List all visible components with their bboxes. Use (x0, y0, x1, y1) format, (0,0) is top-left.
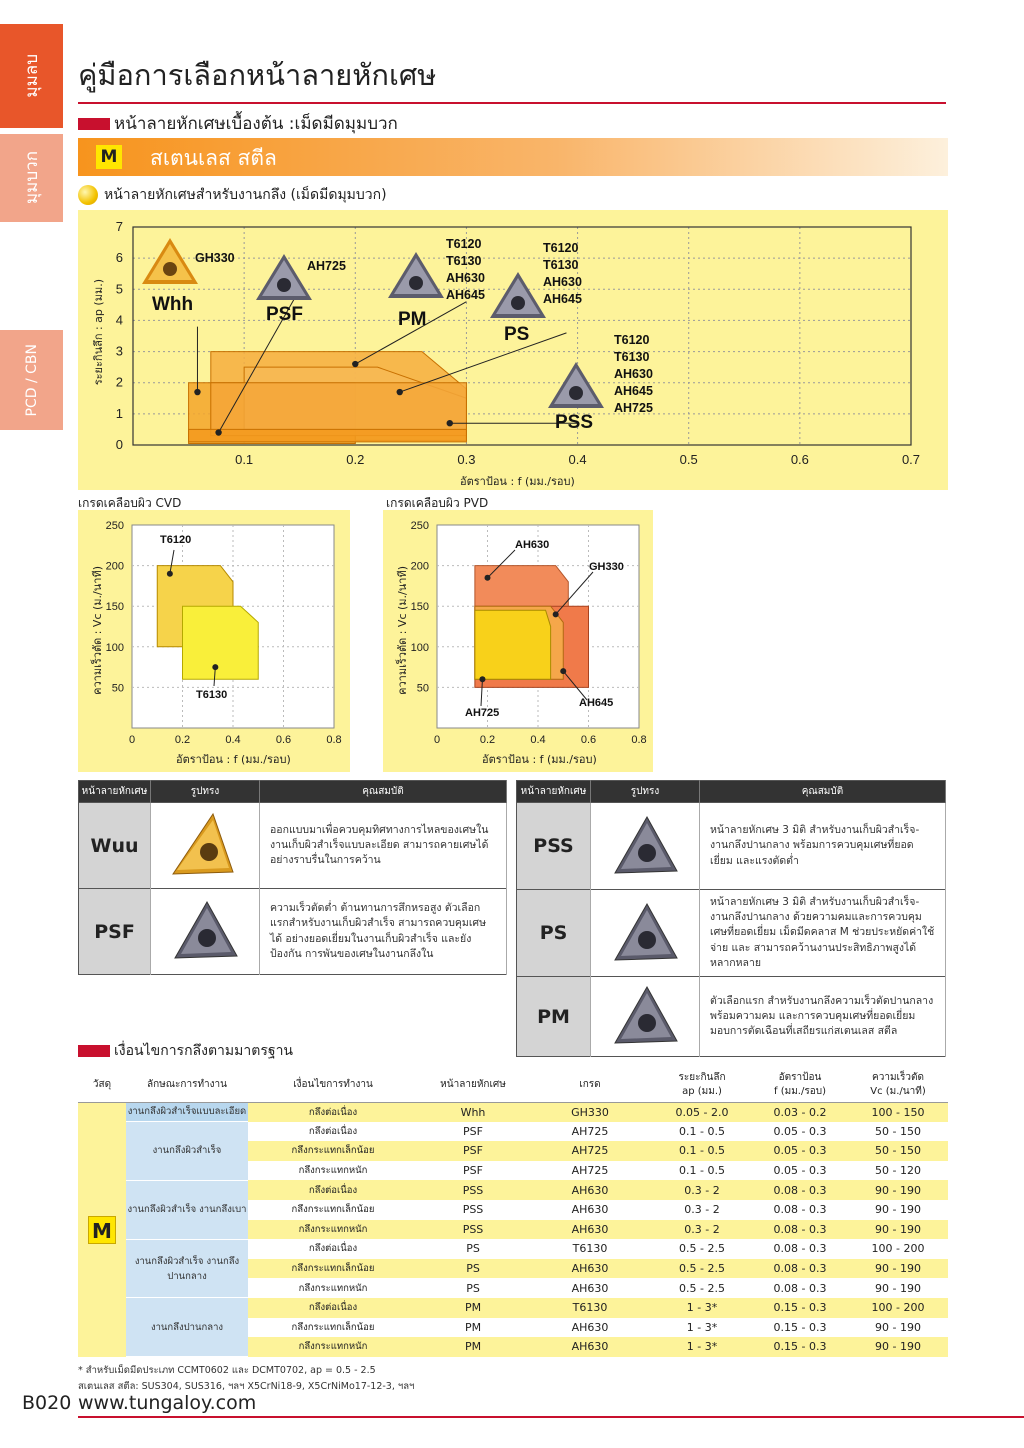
ap-cell: 1 - 3* (652, 1298, 752, 1318)
insert-grey-icon (151, 890, 259, 970)
cvd-xlabel: อัตราป้อน : f (มม./รอบ) (176, 753, 291, 766)
main-chart (78, 210, 948, 490)
y-tick-label: 0 (115, 437, 123, 452)
grade-cell: AH630 (528, 1180, 652, 1200)
conditions-table (78, 1068, 948, 1357)
breaker-name: PS (517, 890, 591, 977)
th-breaker: หน้าลายหักเศษ (517, 781, 591, 803)
table-row (79, 889, 507, 975)
tab-pcd-label: PCD / CBN (23, 343, 40, 417)
grade-label: AH725 (614, 401, 653, 415)
f-cell: 0.08 - 0.3 (752, 1180, 848, 1200)
condition-cell: กลึงกระแทกเล็กน้อย (248, 1318, 418, 1338)
region-pss (211, 383, 467, 436)
ap-cell: 0.5 - 2.5 (652, 1239, 752, 1259)
y-tick-label: 100 (410, 641, 429, 654)
breaker-table-right (516, 780, 946, 1057)
breaker-name: PM (517, 977, 591, 1057)
pvd-ylabel: ความเร็วตัด : Vc (ม./นาที) (396, 565, 409, 695)
insert-grey-icon (591, 977, 699, 1053)
y-tick-label: 1 (115, 405, 123, 421)
breaker-cell: PSF (418, 1122, 528, 1142)
pvd-xlabel: อัตราป้อน : f (มม./รอบ) (482, 753, 597, 766)
chart-heading-text: หน้าลายหักเศษสำหรับงานกลึง (เม็ดมีดมุมบวก) (104, 187, 387, 203)
work-type-cell: งานกลึงปานกลาง (126, 1298, 248, 1357)
y-tick-label: 200 (410, 560, 429, 573)
breaker-cell: PSS (418, 1180, 528, 1200)
y-tick-label: 150 (105, 601, 124, 614)
th-work: ลักษณะการทำงาน (126, 1068, 248, 1102)
grade-label: AH645 (543, 292, 582, 306)
f-cell: 0.08 - 0.3 (752, 1200, 848, 1220)
cvd-title: เกรดเคลือบผิว CVD (78, 496, 182, 510)
y-tick-label: 250 (410, 520, 429, 532)
vc-cell: 100 - 150 (848, 1102, 948, 1122)
f-cell: 0.05 - 0.3 (752, 1141, 848, 1161)
insert-grey-icon (591, 892, 699, 972)
x-tick-label: 0.4 (225, 734, 241, 746)
condition-cell: กลึงกระแทกเล็กน้อย (248, 1259, 418, 1279)
material-badge: M (96, 145, 122, 169)
th-f (752, 1068, 848, 1102)
website-link[interactable]: www.tungaloy.com (78, 1392, 257, 1414)
grade-label: AH630 (614, 367, 653, 381)
leader-dot (560, 668, 566, 674)
region-ah725 (475, 610, 551, 679)
f-cell: 0.03 - 0.2 (752, 1102, 848, 1122)
ap-cell: 0.05 - 2.0 (652, 1102, 752, 1122)
y-tick-label: 50 (111, 682, 124, 695)
f-cell: 0.05 - 0.3 (752, 1122, 848, 1142)
tab-positive-label: มุมบวก (22, 151, 42, 205)
x-tick-label: 0.8 (631, 734, 647, 746)
tab-pcd-cbn[interactable] (0, 330, 63, 430)
grade-cell: AH630 (528, 1220, 652, 1240)
f-cell: 0.15 - 0.3 (752, 1337, 848, 1357)
y-tick-label: 150 (410, 601, 429, 614)
ap-cell: 0.3 - 2 (652, 1220, 752, 1240)
th-ap-label: ระยะกินลึก (678, 1071, 726, 1083)
grade-label: T6120 (160, 534, 192, 546)
grade-label: T6130 (196, 689, 228, 701)
grade-cell: AH725 (528, 1161, 652, 1181)
condition-cell: กลึงกระแทกหนัก (248, 1220, 418, 1240)
section-1-text: หน้าลายหักเศษเบื้องต้น :เม็ดมีดมุมบวก (114, 114, 398, 134)
cvd-ylabel: ความเร็วตัด : Vc (ม./นาที) (91, 565, 104, 695)
grade-cell: AH725 (528, 1141, 652, 1161)
main-xlabel: อัตราป้อน : f (มม./รอบ) (460, 475, 575, 488)
condition-cell: กลึงต่อเนื่อง (248, 1180, 418, 1200)
vc-cell: 90 - 190 (848, 1318, 948, 1338)
condition-cell: กลึงกระแทกหนัก (248, 1161, 418, 1181)
y-tick-label: 2 (115, 374, 123, 390)
y-tick-label: 6 (115, 250, 123, 266)
vc-cell: 100 - 200 (848, 1239, 948, 1259)
table-row (78, 1102, 948, 1122)
f-cell: 0.15 - 0.3 (752, 1298, 848, 1318)
work-type-cell: งานกลึงผิวสำเร็จแบบละเอียด (126, 1102, 248, 1122)
breaker-cell: PSF (418, 1161, 528, 1181)
bullet-icon (78, 185, 98, 205)
ap-cell: 0.3 - 2 (652, 1180, 752, 1200)
x-tick-label: 0.1 (235, 452, 254, 467)
ap-cell: 0.1 - 0.5 (652, 1161, 752, 1181)
grade-label: AH630 (543, 275, 582, 289)
insert-shape (591, 890, 700, 977)
th-ap-unit: ap (มม.) (682, 1085, 722, 1097)
page-title: คู่มือการเลือกหน้าลายหักเศษ (78, 58, 437, 92)
ap-cell: 0.1 - 0.5 (652, 1122, 752, 1142)
condition-cell: กลึงกระแทกเล็กน้อย (248, 1141, 418, 1161)
section-bar (78, 1045, 110, 1057)
chart-heading (78, 184, 387, 206)
y-tick-label: 100 (105, 641, 124, 654)
f-cell: 0.08 - 0.3 (752, 1259, 848, 1279)
th-vc-label: ความเร็วตัด (872, 1071, 924, 1083)
pvd-title: เกรดเคลือบผิว PVD (386, 496, 489, 510)
grade-label: AH645 (579, 697, 614, 709)
grade-label: T6120 (446, 237, 482, 251)
grade-label: GH330 (195, 251, 235, 265)
x-tick-label: 0.2 (346, 452, 365, 467)
work-type-cell: งานกลึงผิวสำเร็จ งานกลึงเบา (126, 1180, 248, 1239)
table-row (517, 803, 946, 890)
main-ylabel-wrap (88, 262, 110, 402)
leader-dot (194, 389, 200, 395)
th-material: วัสดุ (78, 1068, 126, 1102)
th-f-unit: f (มม./รอบ) (774, 1085, 826, 1097)
table-row (78, 1122, 948, 1142)
region-psf (189, 429, 467, 441)
x-tick-label: 0.5 (679, 452, 698, 467)
pvd-chart (383, 510, 653, 772)
breaker-label: PSF (266, 304, 303, 325)
grade-label: AH645 (446, 288, 485, 302)
leader-dot (485, 575, 491, 581)
footnote-2: สเตนเลส สตีล: SUS304, SUS316, ฯลฯ X5CrNi18-9, X5CrNiMo17-12-3, ฯลฯ (78, 1381, 415, 1392)
x-tick-label: 0.3 (457, 452, 476, 467)
breaker-label: PS (504, 324, 530, 345)
x-tick-label: 0.6 (275, 734, 292, 746)
condition-cell: กลึงกระแทกเล็กน้อย (248, 1200, 418, 1220)
breaker-label: PM (398, 309, 427, 330)
breaker-cell: PSF (418, 1141, 528, 1161)
breaker-cell: PM (418, 1318, 528, 1338)
vc-cell: 50 - 150 (848, 1141, 948, 1161)
breaker-cell: PSS (418, 1200, 528, 1220)
tab-negative-label: มุมลบ (22, 54, 42, 98)
condition-cell: กลึงกระแทกหนัก (248, 1337, 418, 1357)
material-cell (78, 1102, 126, 1357)
insert-shape (591, 803, 700, 890)
y-tick-label: 3 (115, 343, 123, 359)
insert-pss-icon-hole (569, 386, 583, 400)
table-row (78, 1298, 948, 1318)
grade-label: AH725 (465, 707, 500, 719)
y-tick-label: 200 (105, 560, 124, 573)
x-tick-label: 0.6 (580, 734, 597, 746)
vc-cell: 100 - 200 (848, 1298, 948, 1318)
th-shape: รูปทรง (591, 781, 700, 803)
insert-shape (151, 889, 260, 975)
f-cell: 0.08 - 0.3 (752, 1239, 848, 1259)
breaker-feature: ความเร็วตัดต่ำ ต้านทานการสึกหรอสูง ตัวเลือก แรกสำหรับงานเก็บผิวสำเร็จ สามารถควบคุมเศษได้ อย่างยอดเยี่ยมในงานเก็บผิวสำเร็จ และยังป้องกัน การพันของเศษในงานกลึงใน (260, 889, 507, 975)
f-cell: 0.05 - 0.3 (752, 1161, 848, 1181)
grade-cell: AH630 (528, 1318, 652, 1338)
breaker-name: PSS (517, 803, 591, 890)
breaker-cell: PS (418, 1278, 528, 1298)
x-tick-label: 0.8 (326, 734, 342, 746)
grade-label: AH630 (515, 539, 550, 551)
table-row (78, 1180, 948, 1200)
ap-cell: 1 - 3* (652, 1337, 752, 1357)
insert-whh-icon-hole (163, 262, 177, 276)
section-2-text: เงื่อนไขการกลึงตามมาตรฐาน (114, 1043, 293, 1059)
footnote-1: * สำหรับเม็ดมีดประเภท CCMT0602 และ DCMT0702, ap = 0.5 - 2.5 (78, 1365, 376, 1376)
table-row (79, 803, 507, 889)
x-tick-label: 0.2 (174, 734, 191, 746)
insert-ps-icon-hole (511, 296, 525, 310)
leader-dot (352, 361, 358, 367)
grade-label: AH645 (614, 384, 653, 398)
breaker-cell: Whh (418, 1102, 528, 1122)
section-bar (78, 118, 110, 130)
cvd-ylabel-wrap (88, 560, 108, 700)
leader-dot (397, 389, 403, 395)
x-tick-label: 0.4 (530, 734, 546, 746)
chart-regions (189, 352, 467, 444)
material-badge: M (88, 1216, 116, 1244)
insert-shape (591, 977, 700, 1057)
table-row (517, 977, 946, 1057)
x-tick-label: 0.7 (901, 452, 921, 467)
breaker-name: PSF (79, 889, 151, 975)
grade-cell: T6130 (528, 1298, 652, 1318)
cvd-chart (78, 510, 350, 772)
ap-cell: 0.5 - 2.5 (652, 1278, 752, 1298)
insert-grey-icon (591, 805, 699, 885)
y-tick-label: 7 (115, 219, 123, 234)
leader-dot (479, 676, 485, 682)
insert-psf-icon-hole (277, 278, 291, 292)
conditions-body (78, 1102, 948, 1357)
grade-label: T6130 (614, 350, 650, 364)
grade-cell: AH725 (528, 1122, 652, 1142)
grade-label: AH630 (446, 271, 485, 285)
vc-cell: 50 - 120 (848, 1161, 948, 1181)
vc-cell: 90 - 190 (848, 1200, 948, 1220)
grade-label: T6120 (614, 333, 650, 347)
insert-pm-icon-hole (409, 276, 423, 290)
breaker-table-left (78, 780, 507, 975)
grade-cell: AH630 (528, 1200, 652, 1220)
vc-cell: 90 - 190 (848, 1278, 948, 1298)
region-t6130 (183, 606, 259, 679)
grade-label: GH330 (589, 561, 624, 573)
footer-rule (78, 1416, 1024, 1418)
grade-cell: T6130 (528, 1239, 652, 1259)
th-feature: คุณสมบัติ (700, 781, 946, 803)
pvd-ylabel-wrap (393, 560, 413, 700)
ap-cell: 0.5 - 2.5 (652, 1259, 752, 1279)
main-ylabel: ระยะกินลึก : ap (มม.) (92, 278, 105, 386)
breaker-label: PSS (555, 412, 594, 433)
f-cell: 0.08 - 0.3 (752, 1278, 848, 1298)
vc-cell: 90 - 190 (848, 1220, 948, 1240)
x-tick-label: 0.2 (479, 734, 496, 746)
f-cell: 0.15 - 0.3 (752, 1318, 848, 1338)
th-shape: รูปทรง (151, 781, 260, 803)
breaker-label: Whh (152, 294, 194, 315)
breaker-cell: PM (418, 1337, 528, 1357)
breaker-cell: PS (418, 1239, 528, 1259)
title-rule (78, 102, 946, 104)
x-tick-label: 0 (433, 734, 441, 746)
table-row (517, 890, 946, 977)
grade-cell: AH630 (528, 1337, 652, 1357)
th-vc (848, 1068, 948, 1102)
vc-cell: 50 - 150 (848, 1122, 948, 1142)
table-row (78, 1239, 948, 1259)
grade-label: T6120 (543, 241, 579, 255)
section-heading-1 (78, 110, 398, 137)
breaker-feature: หน้าลายหักเศษ 3 มิติ สำหรับงานเก็บผิวสำเร็จ-งานกลึงปานกลาง พร้อมการควบคุมเศษที่ยอดเยี่ยม และแรงตัดต่ำ (700, 803, 946, 890)
grade-label: T6130 (543, 258, 579, 272)
condition-cell: กลึงต่อเนื่อง (248, 1239, 418, 1259)
leader-dot (553, 611, 559, 617)
insert-gold-icon (151, 804, 259, 884)
grade-cell: GH330 (528, 1102, 652, 1122)
condition-cell: กลึงต่อเนื่อง (248, 1102, 418, 1122)
tab-negative[interactable] (0, 24, 63, 128)
breaker-feature: หน้าลายหักเศษ 3 มิติ สำหรับงานเก็บผิวสำเร็จ-งานกลึงปานกลาง ด้วยความคมและการควบคุมเศษที่ยอดเยี่ยม เม็ดมีดคลาส M ช่วยประหยัดค่าใช้จ่าย และ สามารถคว้านงานประสิทธิภาพสูงได้หลากหลาย (700, 890, 946, 977)
ap-cell: 0.1 - 0.5 (652, 1141, 752, 1161)
breaker-cell: PS (418, 1259, 528, 1279)
grade-cell: AH630 (528, 1278, 652, 1298)
insert-shape (151, 803, 260, 889)
x-tick-label: 0 (128, 734, 136, 746)
vc-cell: 90 - 190 (848, 1180, 948, 1200)
cvd-plot (106, 520, 342, 746)
page-number: B020 (22, 1392, 72, 1414)
pvd-plot (411, 520, 647, 746)
y-tick-label: 4 (115, 312, 123, 328)
section-heading-2 (78, 1040, 293, 1062)
grade-label: AH725 (307, 259, 346, 273)
th-grade: เกรด (528, 1068, 652, 1102)
grade-label: T6130 (446, 254, 482, 268)
y-tick-label: 50 (416, 682, 429, 695)
f-cell: 0.08 - 0.3 (752, 1220, 848, 1240)
condition-cell: กลึงต่อเนื่อง (248, 1122, 418, 1142)
y-tick-label: 250 (105, 520, 124, 532)
vc-cell: 90 - 190 (848, 1337, 948, 1357)
work-type-cell: งานกลึงผิวสำเร็จ (126, 1122, 248, 1181)
condition-cell: กลึงกระแทกหนัก (248, 1278, 418, 1298)
leader-dot (167, 571, 173, 577)
material-name: สเตนเลส สตีล (150, 146, 277, 170)
ap-cell: 1 - 3* (652, 1318, 752, 1338)
leader-dot (447, 420, 453, 426)
x-tick-label: 0.6 (790, 452, 809, 467)
th-condition: เงื่อนไขการทำงาน (248, 1068, 418, 1102)
th-breaker: หน้าลายหักเศษ (79, 781, 151, 803)
breaker-cell: PSS (418, 1220, 528, 1240)
tab-positive[interactable] (0, 134, 63, 222)
x-tick-label: 0.4 (568, 452, 587, 467)
th-vc-unit: Vc (ม./นาที) (870, 1085, 926, 1097)
th-feature: คุณสมบัติ (260, 781, 507, 803)
ap-cell: 0.3 - 2 (652, 1200, 752, 1220)
grade-cell: AH630 (528, 1259, 652, 1279)
breaker-cell: PM (418, 1298, 528, 1318)
th-ap (652, 1068, 752, 1102)
breaker-name: Wuu (79, 803, 151, 889)
th-breaker: หน้าลายหักเศษ (418, 1068, 528, 1102)
material-band (78, 138, 948, 176)
leader-dot (215, 429, 221, 435)
vc-cell: 90 - 190 (848, 1259, 948, 1279)
breaker-feature: ออกแบบมาเพื่อควบคุมทิศทางการไหลของเศษใน งานเก็บผิวสำเร็จแบบละเอียด สามารถคายเศษได้ อย่างราบรื่นในการคว้าน (260, 803, 507, 889)
condition-cell: กลึงต่อเนื่อง (248, 1298, 418, 1318)
leader-dot (212, 664, 218, 670)
y-tick-label: 5 (115, 281, 123, 297)
work-type-cell: งานกลึงผิวสำเร็จ งานกลึงปานกลาง (126, 1239, 248, 1298)
th-f-label: อัตราป้อน (778, 1071, 822, 1083)
breaker-feature: ตัวเลือกแรก สำหรับงานกลึงความเร็วตัดปานกลาง พร้อมความคม และการควบคุมเศษที่ยอดเยี่ยม มอบการตัดเฉือนที่เสถียรแก่สเตนเลส สตีล (700, 977, 946, 1057)
